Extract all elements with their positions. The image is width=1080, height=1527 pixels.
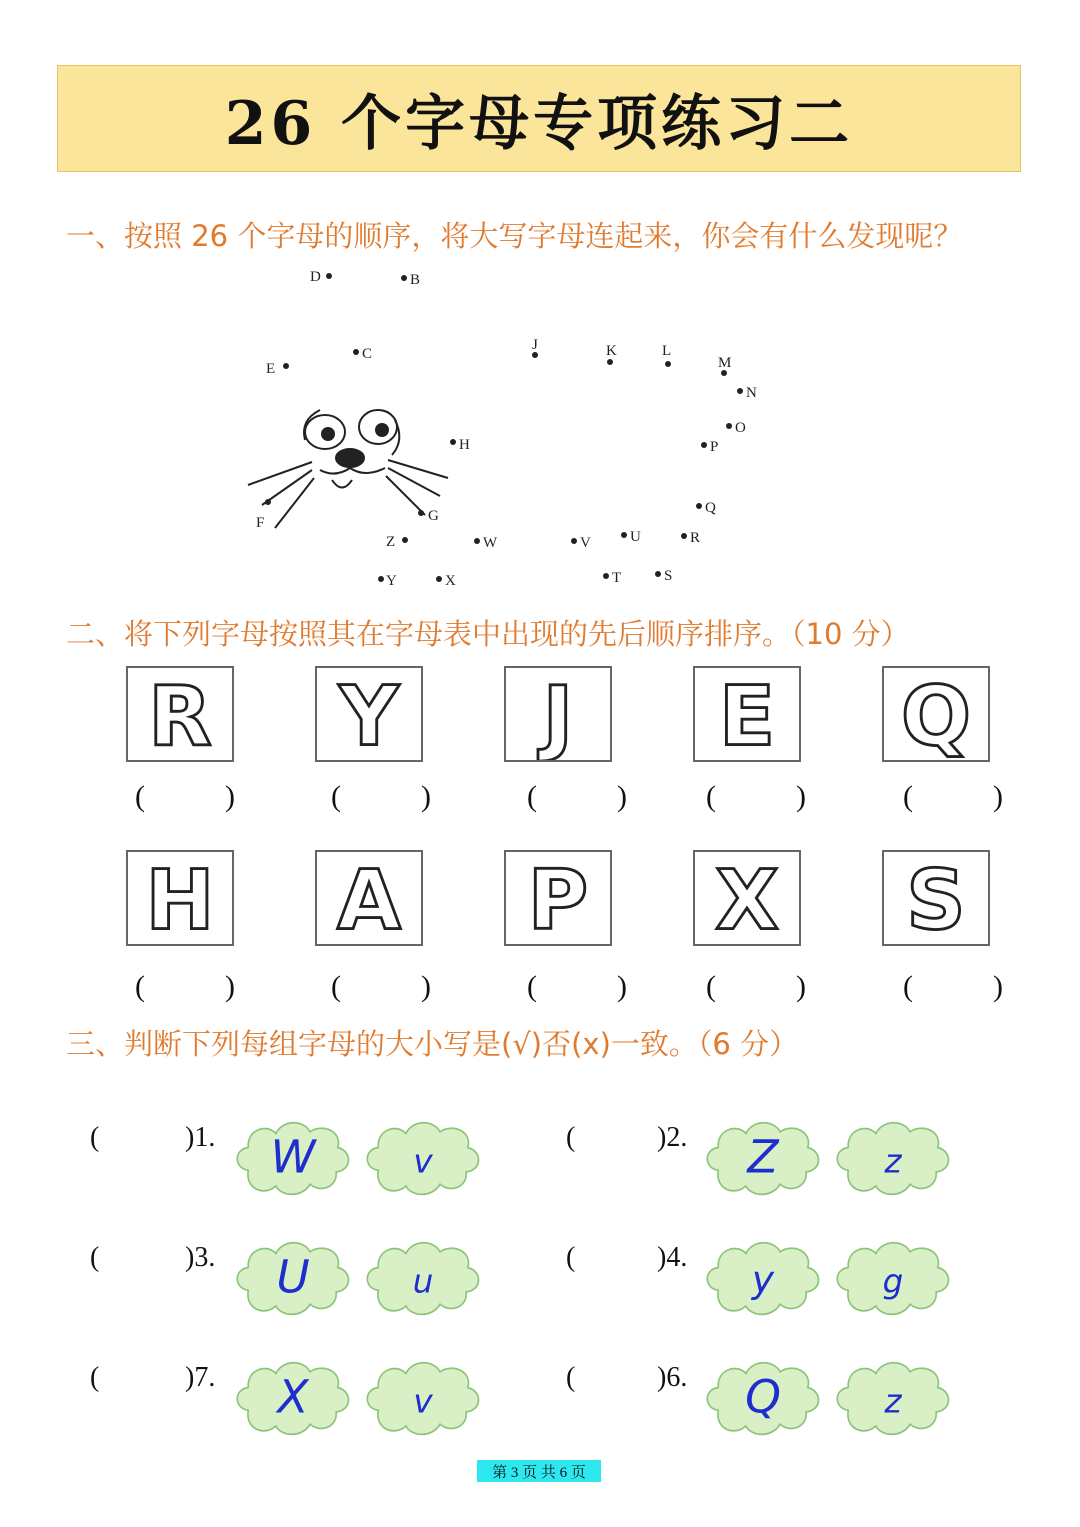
answer-paren-open[interactable]: ( [90,1242,100,1273]
letter-box-x [693,850,801,946]
letter-text: E [718,669,776,760]
letter-box-q [882,666,990,762]
dot-v [571,538,577,544]
dot-label-j: J [532,337,538,353]
paren-open: ( [903,970,913,1003]
outlined-letter-y [317,668,421,760]
paren-open: ( [135,780,145,813]
seal-face-drawing [248,300,448,528]
letter-box-p [504,850,612,946]
paren-close: ) [185,1122,195,1153]
paren-open: ( [527,780,537,813]
dot-label-z: Z [386,534,396,550]
paren-close: ) [617,780,627,813]
letter-box-y [315,666,423,762]
cloud-letter: U [276,1250,310,1304]
paren-open: ( [331,780,341,813]
dot-l [665,361,671,367]
outlined-letter-j [506,668,610,760]
paren-open: ( [331,970,341,1003]
cloud-letter: u [412,1262,434,1301]
answer-paren[interactable] [527,780,627,814]
question-number: 7. [194,1362,216,1393]
cloud-lower [832,1356,954,1440]
dot-y [378,576,384,582]
letter-box-s [882,850,990,946]
dot-label-s: S [664,568,673,584]
answer-paren[interactable] [903,780,1003,814]
dot-b [401,275,407,281]
dot-label-b: B [410,272,421,288]
cloud-lower [362,1356,484,1440]
letter-box-j [504,666,612,762]
question-label [657,1362,687,1394]
dot-label-h: H [459,437,470,453]
letter-text: R [148,669,212,760]
dot-label-v: V [580,535,591,551]
question-number: 3. [194,1242,216,1273]
paren-open: ( [706,780,716,813]
dot-t [603,573,609,579]
page-title: 26 个字母专项练习二 [224,88,854,159]
paren-close: ) [657,1362,667,1393]
paren-close: ) [421,970,431,1003]
question-label [185,1242,215,1274]
dot-f [265,499,271,505]
answer-paren[interactable] [331,780,431,814]
dot-label-f: F [256,515,265,531]
letter-text: X [715,853,779,944]
dot-label-d: D [310,269,321,285]
cloud-upper [702,1356,824,1440]
dot-label-c: C [362,346,373,362]
dot-label-l: L [662,343,672,359]
cloud-letter: Q [745,1370,781,1424]
dot-p [701,442,707,448]
cloud-lower [832,1236,954,1320]
section-1-heading: 一、按照 26 个字母的顺序，将大写字母连起来，你会有什么发现呢？ [66,219,963,253]
answer-paren-open[interactable]: ( [90,1362,100,1393]
paren-close: ) [657,1242,667,1273]
outlined-letter-p [506,852,610,944]
dot-label-m: M [718,355,732,371]
dot-g [418,510,424,516]
section-2-heading: 二、将下列字母按照其在字母表中出现的先后顺序排序。（10 分） [66,617,910,651]
question-number: 2. [666,1122,688,1153]
cloud-letter: g [882,1262,904,1301]
outlined-letter-e [695,668,799,760]
dot-label-t: T [612,570,622,586]
paren-close: ) [657,1122,667,1153]
answer-paren[interactable] [706,970,806,1004]
dot-z [402,537,408,543]
cloud-letter: y [751,1257,775,1302]
dot-label-o: O [735,420,746,436]
dot-h [450,439,456,445]
page-footer: 第 3 页 共 6 页 [477,1460,601,1482]
dot-r [681,533,687,539]
answer-paren-open[interactable]: ( [566,1122,576,1153]
letter-text: A [337,853,401,944]
dot-label-n: N [746,385,757,401]
cloud-upper [702,1236,824,1320]
outlined-letter-a [317,852,421,944]
paren-close: ) [421,780,431,813]
question-label [185,1362,215,1394]
cloud-upper [232,1116,354,1200]
answer-paren[interactable] [135,970,235,1004]
paren-close: ) [796,970,806,1003]
dot-c [353,349,359,355]
cloud-upper [232,1356,354,1440]
cloud-letter: z [884,1142,902,1181]
dot-x [436,576,442,582]
paren-open: ( [135,970,145,1003]
cloud-letter: W [270,1130,316,1184]
answer-paren[interactable] [527,970,627,1004]
outlined-letter-s [884,852,988,944]
outlined-letter-h [128,852,232,944]
cloud-letter: v [413,1382,433,1421]
letter-text: J [542,669,574,760]
cloud-upper [702,1116,824,1200]
cloud-letter: z [884,1382,902,1421]
paren-open: ( [527,970,537,1003]
letter-box-e [693,666,801,762]
answer-paren[interactable] [331,970,431,1004]
letter-text: Q [900,669,972,760]
answer-paren-open[interactable]: ( [90,1122,100,1153]
question-number: 1. [194,1122,216,1153]
answer-paren[interactable] [903,970,1003,1004]
paren-close: ) [225,780,235,813]
section-3-heading: 三、判断下列每组字母的大小写是(√)否(x)一致。（6 分） [66,1027,799,1061]
cloud-upper [232,1236,354,1320]
dot-label-p: P [710,439,719,455]
paren-close: ) [993,780,1003,813]
dot-label-x: X [445,573,456,589]
dot-label-g: G [428,508,439,524]
cloud-letter: v [413,1142,433,1181]
letter-text: P [527,853,589,944]
paren-close: ) [185,1362,195,1393]
dot-n [737,388,743,394]
question-label [657,1122,687,1154]
letter-box-r [126,666,234,762]
dot-d [326,273,332,279]
outlined-letter-x [695,852,799,944]
question-label [657,1242,687,1274]
dot-q [696,503,702,509]
paren-close: ) [617,970,627,1003]
paren-close: ) [993,970,1003,1003]
dot-label-u: U [630,529,641,545]
cloud-lower [362,1116,484,1200]
cloud-lower [832,1116,954,1200]
paren-open: ( [903,780,913,813]
dot-label-w: W [483,535,498,551]
cloud-lower [362,1236,484,1320]
paren-close: ) [225,970,235,1003]
letter-text: H [145,853,215,944]
cloud-letter: X [277,1370,309,1424]
dot-w [474,538,480,544]
letter-text: S [906,853,966,944]
dot-to-dot-puzzle [0,0,1080,600]
answer-paren[interactable] [706,780,806,814]
dot-s [655,571,661,577]
paren-close: ) [185,1242,195,1273]
outlined-letter-q [884,668,988,760]
dot-k [607,359,613,365]
answer-paren-open[interactable]: ( [566,1362,576,1393]
dot-u [621,532,627,538]
dot-label-q: Q [705,500,716,516]
dot-label-r: R [690,530,701,546]
cloud-letter: Z [747,1130,779,1184]
paren-close: ) [796,780,806,813]
letter-box-h [126,850,234,946]
question-number: 6. [666,1362,688,1393]
dot-label-y: Y [386,573,397,589]
dot-label-e: E [266,361,276,377]
dot-o [726,423,732,429]
dot-label-k: K [606,343,617,359]
letter-text: Y [339,669,399,760]
answer-paren[interactable] [135,780,235,814]
answer-paren-open[interactable]: ( [566,1242,576,1273]
dot-e [283,363,289,369]
question-number: 4. [666,1242,688,1273]
question-label [185,1122,215,1154]
paren-open: ( [706,970,716,1003]
outlined-letter-r [128,668,232,760]
letter-box-a [315,850,423,946]
